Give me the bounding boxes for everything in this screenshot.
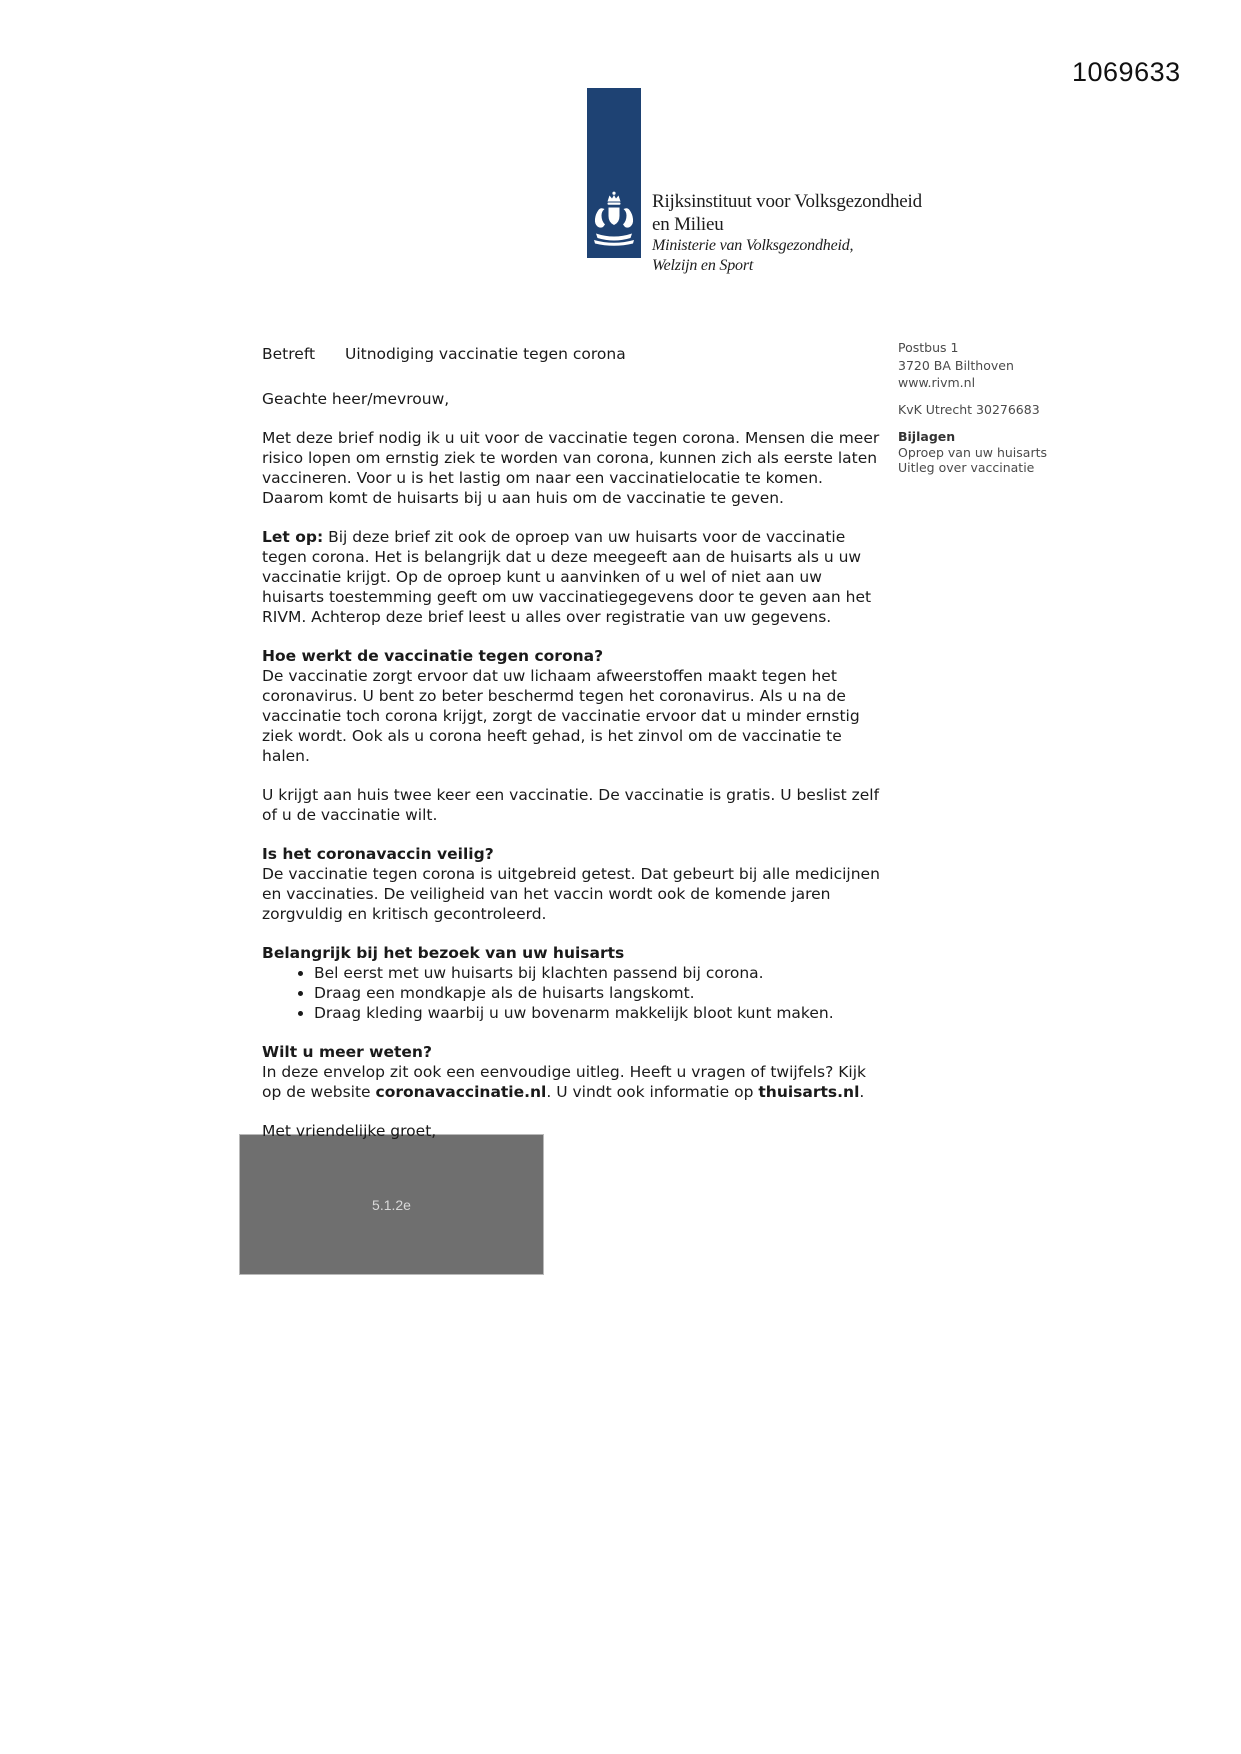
paragraph-intro: Met deze brief nodig ik u uit voor de vaccinatie tegen corona. Mensen die meer risico lopen om ernstig ziek te worden van corona, kunnen zich als eerste laten vaccineren. Voor u is het lastig om naar een vaccinatielocatie te komen. Daarom komt de huisarts bij u aan huis om de vaccinatie te geven. xyxy=(262,429,880,507)
paragraph-more-info xyxy=(262,1062,880,1102)
address-line: 3720 BA Bilthoven xyxy=(898,357,1014,373)
website-coronavaccinatie: coronavaccinatie.nl xyxy=(375,1083,547,1101)
bullet-item: • Draag een mondkapje als de huisarts langskomt. xyxy=(314,983,880,1003)
attachment-item: Oproep van uw huisarts xyxy=(898,444,1047,460)
logo-org-line2: en Milieu xyxy=(652,214,724,235)
subject-label: Betreft xyxy=(262,345,316,363)
more-info-text: . xyxy=(859,1083,865,1101)
letter-body xyxy=(262,389,880,1275)
section-heading-more-info: Wilt u meer weten? xyxy=(262,1043,432,1061)
logo-ministry-line2: Welzijn en Sport xyxy=(652,257,754,274)
document-number: 1069633 xyxy=(1072,57,1181,87)
dutch-coat-of-arms-icon xyxy=(591,191,637,247)
let-op-text: Bij deze brief zit ook de oproep van uw huisarts voor de vaccinatie tegen corona. Het is belangrijk dat u deze meegeeft aan de huisarts als u uw vaccinatie krijgt. Op de oproep kunt u aanvinken of u wel of niet aan uw huisarts toestemming geeft om uw vaccinatiegegevens door te geven aan het RIVM. Achterop deze brief leest u alles over registratie van uw gegevens. xyxy=(262,528,872,626)
logo-ministry-line1: Ministerie van Volksgezondheid, xyxy=(652,237,854,254)
address-line: Postbus 1 xyxy=(898,340,959,355)
sidebar xyxy=(898,339,1128,476)
govt-logo-text xyxy=(652,190,922,276)
more-info-text: In deze envelop zit ook een eenvoudige uitleg. Heeft u vragen of twijfels? Kijk op de website xyxy=(262,1063,866,1101)
subject-value: Uitnodiging vaccinatie tegen corona xyxy=(345,345,626,363)
sidebar-address xyxy=(898,339,1128,392)
section-heading-safety: Is het coronavaccin veilig? xyxy=(262,845,494,863)
logo-org-line1: Rijksinstituut voor Volksgezondheid xyxy=(652,191,922,212)
more-info-text: . U vindt ook informatie op xyxy=(546,1083,759,1101)
closing-line: Met vriendelijke groet, xyxy=(262,1122,437,1140)
sidebar-kvk: KvK Utrecht 30276683 xyxy=(898,401,1040,417)
paragraph-let-op xyxy=(262,527,880,627)
let-op-emphasis: Let op: xyxy=(262,528,324,546)
paragraph-two-doses: U krijgt aan huis twee keer een vaccinatie. De vaccinatie is gratis. U beslist zelf of u de vaccinatie wilt. xyxy=(262,786,880,824)
logo-banner xyxy=(587,88,641,258)
section-heading-visit: Belangrijk bij het bezoek van uw huisarts xyxy=(262,944,625,962)
attachment-item: Uitleg over vaccinatie xyxy=(898,460,1035,475)
redaction-code: 5.1.2e xyxy=(372,1196,411,1213)
bullet-item: • Draag kleding waarbij u uw bovenarm makkelijk bloot kunt maken. xyxy=(314,1003,880,1023)
section-heading-how-it-works: Hoe werkt de vaccinatie tegen corona? xyxy=(262,647,604,665)
attachments-label: Bijlagen xyxy=(898,429,956,444)
website-thuisarts: thuisarts.nl xyxy=(758,1083,860,1101)
bullet-list xyxy=(262,963,880,1023)
sidebar-attachments xyxy=(898,429,1128,476)
subject-row xyxy=(262,344,626,364)
redaction-box xyxy=(239,1134,544,1275)
salutation: Geachte heer/mevrouw, xyxy=(262,390,450,408)
bullet-item: • Bel eerst met uw huisarts bij klachten passend bij corona. xyxy=(314,963,880,983)
paragraph-safety: De vaccinatie tegen corona is uitgebreid getest. Dat gebeurt bij alle medicijnen en vaccinaties. De veiligheid van het vaccin wordt ook de komende jaren zorgvuldig en kritisch gecontroleerd. xyxy=(262,865,880,923)
paragraph-how-it-works: De vaccinatie zorgt ervoor dat uw lichaam afweerstoffen maakt tegen het coronavirus. U bent zo beter beschermd tegen het coronavirus. Als u na de vaccinatie toch corona krijgt, zorgt de vaccinatie ervoor dat u minder ernstig ziek wordt. Ook als u corona heeft gehad, is het zinvol om de vaccinatie te halen. xyxy=(262,667,860,765)
address-line: www.rivm.nl xyxy=(898,375,976,390)
